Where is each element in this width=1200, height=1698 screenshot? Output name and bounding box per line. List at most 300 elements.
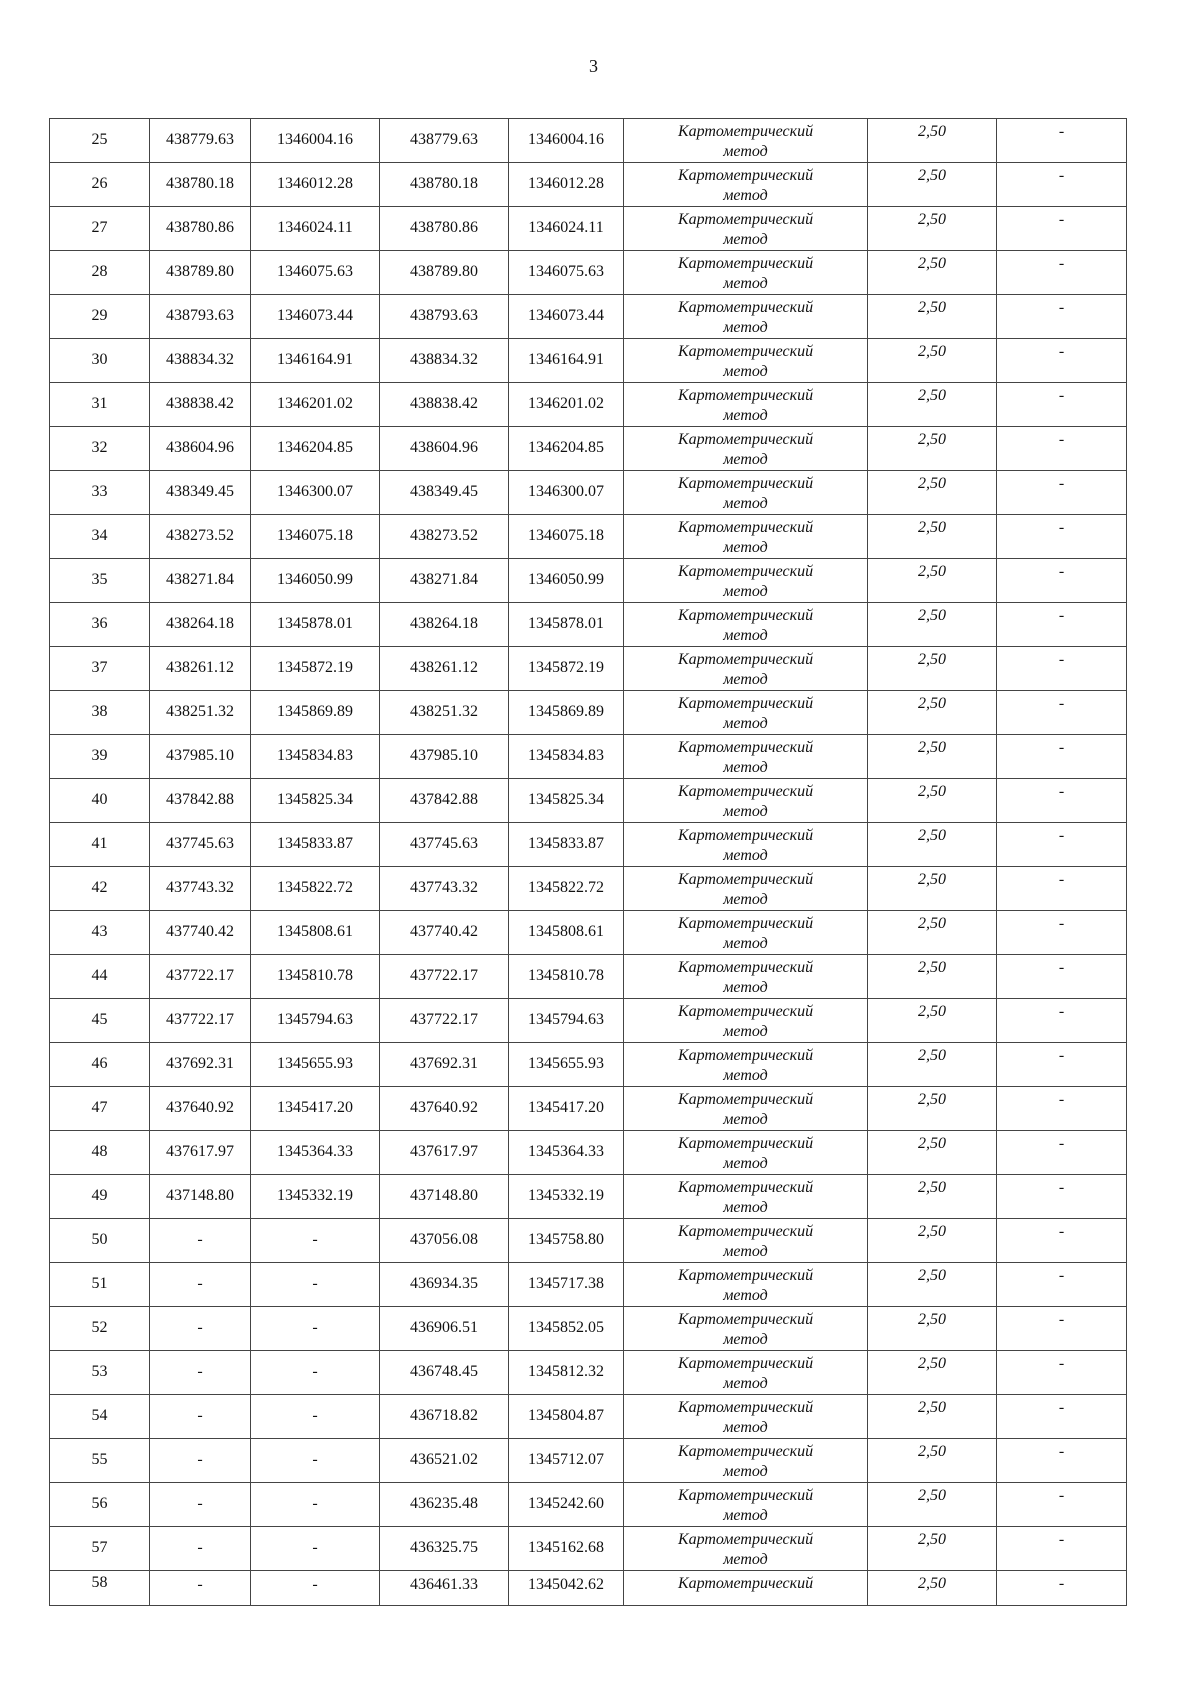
point-number-cell: 51 — [50, 1263, 150, 1307]
precision-cell: 2,50 — [868, 207, 997, 251]
new-y-cell: 1345804.87 — [509, 1395, 624, 1439]
method-line-2: метод — [723, 1111, 768, 1128]
method-line-2: метод — [723, 319, 768, 336]
method-cell — [624, 735, 868, 779]
point-number-cell: 35 — [50, 559, 150, 603]
table-row — [50, 1395, 1127, 1439]
existing-x-cell: 437692.31 — [150, 1043, 251, 1087]
point-number-cell: 41 — [50, 823, 150, 867]
precision-cell: 2,50 — [868, 867, 997, 911]
existing-y-cell: - — [251, 1571, 380, 1606]
new-x-cell: 438838.42 — [380, 383, 509, 427]
new-x-cell: 438271.84 — [380, 559, 509, 603]
new-y-cell: 1345812.32 — [509, 1351, 624, 1395]
method-line-2: метод — [723, 231, 768, 248]
method-line-1: Картометрический — [677, 1091, 814, 1108]
note-cell: - — [997, 1307, 1127, 1351]
point-number-cell: 45 — [50, 999, 150, 1043]
table-row — [50, 691, 1127, 735]
new-y-cell: 1345852.05 — [509, 1307, 624, 1351]
existing-x-cell: - — [150, 1351, 251, 1395]
existing-y-cell: - — [251, 1439, 380, 1483]
method-line-2: метод — [723, 1023, 768, 1040]
method-line-2: метод — [723, 1287, 768, 1304]
method-line-1: Картометрический — [677, 299, 814, 316]
note-cell: - — [997, 867, 1127, 911]
new-x-cell: 438264.18 — [380, 603, 509, 647]
method-line-2: метод — [723, 1067, 768, 1084]
method-line-1: Картометрический — [677, 1003, 814, 1020]
existing-y-cell: 1346201.02 — [251, 383, 380, 427]
method-line-2: метод — [723, 583, 768, 600]
existing-y-cell: 1345822.72 — [251, 867, 380, 911]
new-y-cell: 1345712.07 — [509, 1439, 624, 1483]
note-cell: - — [997, 251, 1127, 295]
precision-cell: 2,50 — [868, 295, 997, 339]
point-number-cell: 56 — [50, 1483, 150, 1527]
new-y-cell: 1346204.85 — [509, 427, 624, 471]
existing-x-cell: 437722.17 — [150, 999, 251, 1043]
point-number-cell: 48 — [50, 1131, 150, 1175]
note-cell: - — [997, 1571, 1127, 1606]
table-row — [50, 559, 1127, 603]
existing-y-cell: 1345878.01 — [251, 603, 380, 647]
new-y-cell: 1345162.68 — [509, 1527, 624, 1571]
point-number-cell: 37 — [50, 647, 150, 691]
method-cell — [624, 1527, 868, 1571]
precision-cell: 2,50 — [868, 559, 997, 603]
method-cell — [624, 339, 868, 383]
new-x-cell: 438273.52 — [380, 515, 509, 559]
new-x-cell: 436325.75 — [380, 1527, 509, 1571]
existing-y-cell: 1346300.07 — [251, 471, 380, 515]
method-cell — [624, 1395, 868, 1439]
precision-cell: 2,50 — [868, 1527, 997, 1571]
method-line-1: Картометрический — [677, 519, 814, 536]
method-line-1: Картометрический — [677, 1267, 814, 1284]
precision-cell: 2,50 — [868, 1219, 997, 1263]
point-number-cell: 58 — [50, 1571, 150, 1606]
method-line-1: Картометрический — [677, 1443, 814, 1460]
table-row — [50, 1219, 1127, 1263]
method-line-2: метод — [723, 495, 768, 512]
new-y-cell: 1346201.02 — [509, 383, 624, 427]
note-cell: - — [997, 119, 1127, 163]
table-row — [50, 1439, 1127, 1483]
existing-y-cell: - — [251, 1219, 380, 1263]
point-number-cell: 57 — [50, 1527, 150, 1571]
existing-y-cell: 1345810.78 — [251, 955, 380, 999]
table-row — [50, 1483, 1127, 1527]
precision-cell: 2,50 — [868, 515, 997, 559]
precision-cell: 2,50 — [868, 779, 997, 823]
method-cell — [624, 647, 868, 691]
new-y-cell: 1345758.80 — [509, 1219, 624, 1263]
table-row — [50, 779, 1127, 823]
new-x-cell: 437745.63 — [380, 823, 509, 867]
new-x-cell: 438261.12 — [380, 647, 509, 691]
note-cell: - — [997, 823, 1127, 867]
method-line-1: Картометрический — [677, 1047, 814, 1064]
existing-y-cell: 1345417.20 — [251, 1087, 380, 1131]
precision-cell: 2,50 — [868, 603, 997, 647]
method-line-1: Картометрический — [677, 211, 814, 228]
existing-y-cell: - — [251, 1483, 380, 1527]
precision-cell: 2,50 — [868, 471, 997, 515]
method-line-1: Картометрический — [677, 607, 814, 624]
method-line-2: метод — [723, 187, 768, 204]
new-y-cell: 1346024.11 — [509, 207, 624, 251]
precision-cell: 2,50 — [868, 955, 997, 999]
method-line-2: метод — [723, 671, 768, 688]
table-row — [50, 1527, 1127, 1571]
new-y-cell: 1345794.63 — [509, 999, 624, 1043]
point-number-cell: 50 — [50, 1219, 150, 1263]
new-y-cell: 1346300.07 — [509, 471, 624, 515]
note-cell: - — [997, 471, 1127, 515]
new-y-cell: 1345822.72 — [509, 867, 624, 911]
note-cell: - — [997, 1131, 1127, 1175]
note-cell: - — [997, 339, 1127, 383]
new-y-cell: 1345808.61 — [509, 911, 624, 955]
method-line-1: Картометрический — [677, 783, 814, 800]
method-line-1: Картометрический — [677, 1531, 814, 1548]
existing-y-cell: 1345364.33 — [251, 1131, 380, 1175]
existing-y-cell: 1346050.99 — [251, 559, 380, 603]
table-row — [50, 1263, 1127, 1307]
table-row — [50, 427, 1127, 471]
method-line-2: метод — [723, 1419, 768, 1436]
method-line-1: Картометрический — [677, 255, 814, 272]
table-row — [50, 999, 1127, 1043]
new-y-cell: 1345869.89 — [509, 691, 624, 735]
existing-y-cell: 1345332.19 — [251, 1175, 380, 1219]
existing-x-cell: 438273.52 — [150, 515, 251, 559]
new-y-cell: 1346075.18 — [509, 515, 624, 559]
new-y-cell: 1345833.87 — [509, 823, 624, 867]
new-y-cell: 1346075.63 — [509, 251, 624, 295]
method-line-2: метод — [723, 935, 768, 952]
method-line-2: метод — [723, 1463, 768, 1480]
method-line-1: Картометрический — [677, 387, 814, 404]
method-cell — [624, 1263, 868, 1307]
existing-x-cell: 437148.80 — [150, 1175, 251, 1219]
new-y-cell: 1345364.33 — [509, 1131, 624, 1175]
table-row — [50, 1307, 1127, 1351]
method-cell — [624, 1175, 868, 1219]
table-row — [50, 1571, 1127, 1606]
new-y-cell: 1345878.01 — [509, 603, 624, 647]
new-x-cell: 437722.17 — [380, 999, 509, 1043]
new-x-cell: 436235.48 — [380, 1483, 509, 1527]
point-number-cell: 26 — [50, 163, 150, 207]
existing-x-cell: - — [150, 1219, 251, 1263]
point-number-cell: 34 — [50, 515, 150, 559]
precision-cell: 2,50 — [868, 1043, 997, 1087]
precision-cell: 2,50 — [868, 1351, 997, 1395]
method-line-2: метод — [723, 847, 768, 864]
method-line-1: Картометрический — [677, 123, 814, 140]
new-y-cell: 1346050.99 — [509, 559, 624, 603]
method-cell — [624, 691, 868, 735]
existing-x-cell: 437640.92 — [150, 1087, 251, 1131]
table-row — [50, 735, 1127, 779]
existing-y-cell: - — [251, 1307, 380, 1351]
existing-x-cell: - — [150, 1263, 251, 1307]
table-row — [50, 163, 1127, 207]
existing-x-cell: - — [150, 1571, 251, 1606]
table-row — [50, 1175, 1127, 1219]
method-cell — [624, 295, 868, 339]
point-number-cell: 30 — [50, 339, 150, 383]
method-line-1: Картометрический — [677, 739, 814, 756]
new-x-cell: 438793.63 — [380, 295, 509, 339]
new-x-cell: 437743.32 — [380, 867, 509, 911]
method-line-2: метод — [723, 1331, 768, 1348]
table-row — [50, 955, 1127, 999]
method-cell — [624, 779, 868, 823]
point-number-cell: 40 — [50, 779, 150, 823]
method-cell — [624, 1351, 868, 1395]
note-cell: - — [997, 427, 1127, 471]
note-cell: - — [997, 1483, 1127, 1527]
method-line-1: Картометрический — [677, 1311, 814, 1328]
existing-y-cell: 1345794.63 — [251, 999, 380, 1043]
method-line-2: метод — [723, 1243, 768, 1260]
note-cell: - — [997, 779, 1127, 823]
method-cell — [624, 1571, 868, 1606]
point-number-cell: 54 — [50, 1395, 150, 1439]
note-cell: - — [997, 647, 1127, 691]
method-line-1: Картометрический — [677, 167, 814, 184]
note-cell: - — [997, 1351, 1127, 1395]
existing-y-cell: 1346024.11 — [251, 207, 380, 251]
new-x-cell: 437740.42 — [380, 911, 509, 955]
precision-cell: 2,50 — [868, 1571, 997, 1606]
new-y-cell: 1346164.91 — [509, 339, 624, 383]
precision-cell: 2,50 — [868, 647, 997, 691]
method-line-2: метод — [723, 1375, 768, 1392]
method-cell — [624, 427, 868, 471]
existing-y-cell: 1345872.19 — [251, 647, 380, 691]
existing-x-cell: 437743.32 — [150, 867, 251, 911]
note-cell: - — [997, 603, 1127, 647]
note-cell: - — [997, 911, 1127, 955]
note-cell: - — [997, 735, 1127, 779]
method-line-2: метод — [723, 1155, 768, 1172]
existing-y-cell: 1345825.34 — [251, 779, 380, 823]
precision-cell: 2,50 — [868, 999, 997, 1043]
table-row — [50, 471, 1127, 515]
note-cell: - — [997, 1087, 1127, 1131]
precision-cell: 2,50 — [868, 735, 997, 779]
existing-x-cell: - — [150, 1307, 251, 1351]
point-number-cell: 38 — [50, 691, 150, 735]
method-line-1: Картометрический — [677, 1399, 814, 1416]
method-line-2: метод — [723, 143, 768, 160]
method-cell — [624, 1087, 868, 1131]
method-cell — [624, 1439, 868, 1483]
existing-x-cell: - — [150, 1439, 251, 1483]
existing-y-cell: 1346164.91 — [251, 339, 380, 383]
new-x-cell: 436906.51 — [380, 1307, 509, 1351]
existing-y-cell: - — [251, 1527, 380, 1571]
existing-y-cell: 1346073.44 — [251, 295, 380, 339]
note-cell: - — [997, 1263, 1127, 1307]
point-number-cell: 29 — [50, 295, 150, 339]
point-number-cell: 39 — [50, 735, 150, 779]
existing-x-cell: 438780.18 — [150, 163, 251, 207]
new-y-cell: 1345242.60 — [509, 1483, 624, 1527]
precision-cell: 2,50 — [868, 1175, 997, 1219]
method-line-2: метод — [723, 1507, 768, 1524]
method-line-1: Картометрический — [677, 475, 814, 492]
precision-cell: 2,50 — [868, 163, 997, 207]
point-number-cell: 47 — [50, 1087, 150, 1131]
existing-x-cell: 438834.32 — [150, 339, 251, 383]
existing-y-cell: 1345808.61 — [251, 911, 380, 955]
point-number-cell: 25 — [50, 119, 150, 163]
existing-y-cell: 1346075.63 — [251, 251, 380, 295]
note-cell: - — [997, 163, 1127, 207]
new-x-cell: 437985.10 — [380, 735, 509, 779]
precision-cell: 2,50 — [868, 1483, 997, 1527]
method-line-1: Картометрический — [677, 1355, 814, 1372]
new-x-cell: 438834.32 — [380, 339, 509, 383]
point-number-cell: 42 — [50, 867, 150, 911]
new-x-cell: 437640.92 — [380, 1087, 509, 1131]
table-row — [50, 339, 1127, 383]
method-line-2: метод — [723, 715, 768, 732]
new-x-cell: 438780.18 — [380, 163, 509, 207]
point-number-cell: 27 — [50, 207, 150, 251]
existing-x-cell: 437617.97 — [150, 1131, 251, 1175]
existing-x-cell: 438604.96 — [150, 427, 251, 471]
table-row — [50, 1043, 1127, 1087]
note-cell: - — [997, 1175, 1127, 1219]
method-cell — [624, 383, 868, 427]
existing-y-cell: 1346075.18 — [251, 515, 380, 559]
new-y-cell: 1345042.62 — [509, 1571, 624, 1606]
method-line-1: Картометрический — [677, 1487, 814, 1504]
new-y-cell: 1346012.28 — [509, 163, 624, 207]
table-row — [50, 295, 1127, 339]
method-line-1: Картометрический — [677, 1179, 814, 1196]
new-y-cell: 1345717.38 — [509, 1263, 624, 1307]
method-cell — [624, 251, 868, 295]
note-cell: - — [997, 383, 1127, 427]
existing-x-cell: 438271.84 — [150, 559, 251, 603]
precision-cell: 2,50 — [868, 251, 997, 295]
method-line-2: метод — [723, 451, 768, 468]
point-number-cell: 36 — [50, 603, 150, 647]
table-row — [50, 515, 1127, 559]
method-cell — [624, 1307, 868, 1351]
precision-cell: 2,50 — [868, 1087, 997, 1131]
existing-y-cell: 1345655.93 — [251, 1043, 380, 1087]
point-number-cell: 44 — [50, 955, 150, 999]
existing-x-cell: 437745.63 — [150, 823, 251, 867]
method-line-1: Картометрический — [677, 563, 814, 580]
new-x-cell: 437722.17 — [380, 955, 509, 999]
note-cell: - — [997, 207, 1127, 251]
point-number-cell: 43 — [50, 911, 150, 955]
coordinates-table — [49, 118, 1127, 1606]
method-line-2: метод — [723, 407, 768, 424]
new-x-cell: 436934.35 — [380, 1263, 509, 1307]
method-line-1: Картометрический — [677, 827, 814, 844]
table-row — [50, 911, 1127, 955]
method-cell — [624, 1219, 868, 1263]
existing-y-cell: 1345869.89 — [251, 691, 380, 735]
method-cell — [624, 119, 868, 163]
existing-x-cell: 437842.88 — [150, 779, 251, 823]
new-x-cell: 438251.32 — [380, 691, 509, 735]
method-line-2: метод — [723, 891, 768, 908]
method-cell — [624, 823, 868, 867]
note-cell: - — [997, 1439, 1127, 1483]
note-cell: - — [997, 295, 1127, 339]
existing-x-cell: 438793.63 — [150, 295, 251, 339]
method-line-2: метод — [723, 363, 768, 380]
table-row — [50, 867, 1127, 911]
method-cell — [624, 1043, 868, 1087]
existing-x-cell: - — [150, 1395, 251, 1439]
existing-x-cell: 437722.17 — [150, 955, 251, 999]
method-cell — [624, 603, 868, 647]
new-x-cell: 438349.45 — [380, 471, 509, 515]
new-x-cell: 436461.33 — [380, 1571, 509, 1606]
method-line-2: метод — [723, 627, 768, 644]
existing-y-cell: 1345834.83 — [251, 735, 380, 779]
precision-cell: 2,50 — [868, 1131, 997, 1175]
new-y-cell: 1345834.83 — [509, 735, 624, 779]
point-number-cell: 49 — [50, 1175, 150, 1219]
point-number-cell: 53 — [50, 1351, 150, 1395]
precision-cell: 2,50 — [868, 119, 997, 163]
point-number-cell: 28 — [50, 251, 150, 295]
new-x-cell: 436521.02 — [380, 1439, 509, 1483]
new-x-cell: 438779.63 — [380, 119, 509, 163]
method-cell — [624, 559, 868, 603]
new-y-cell: 1345655.93 — [509, 1043, 624, 1087]
method-line-1: Картометрический — [677, 1575, 814, 1592]
new-x-cell: 436718.82 — [380, 1395, 509, 1439]
new-y-cell: 1345332.19 — [509, 1175, 624, 1219]
new-x-cell: 438780.86 — [380, 207, 509, 251]
existing-y-cell: 1346012.28 — [251, 163, 380, 207]
point-number-cell: 33 — [50, 471, 150, 515]
method-line-2: метод — [723, 275, 768, 292]
method-line-2: метод — [723, 539, 768, 556]
new-x-cell: 437056.08 — [380, 1219, 509, 1263]
note-cell: - — [997, 1527, 1127, 1571]
page-number: 3 — [589, 56, 598, 76]
method-cell — [624, 911, 868, 955]
precision-cell: 2,50 — [868, 383, 997, 427]
method-line-2: метод — [723, 803, 768, 820]
existing-x-cell: - — [150, 1483, 251, 1527]
method-cell — [624, 207, 868, 251]
method-line-1: Картометрический — [677, 1135, 814, 1152]
existing-y-cell: - — [251, 1351, 380, 1395]
method-line-2: метод — [723, 759, 768, 776]
note-cell: - — [997, 559, 1127, 603]
note-cell: - — [997, 999, 1127, 1043]
method-cell — [624, 1131, 868, 1175]
precision-cell: 2,50 — [868, 339, 997, 383]
existing-x-cell: 437740.42 — [150, 911, 251, 955]
